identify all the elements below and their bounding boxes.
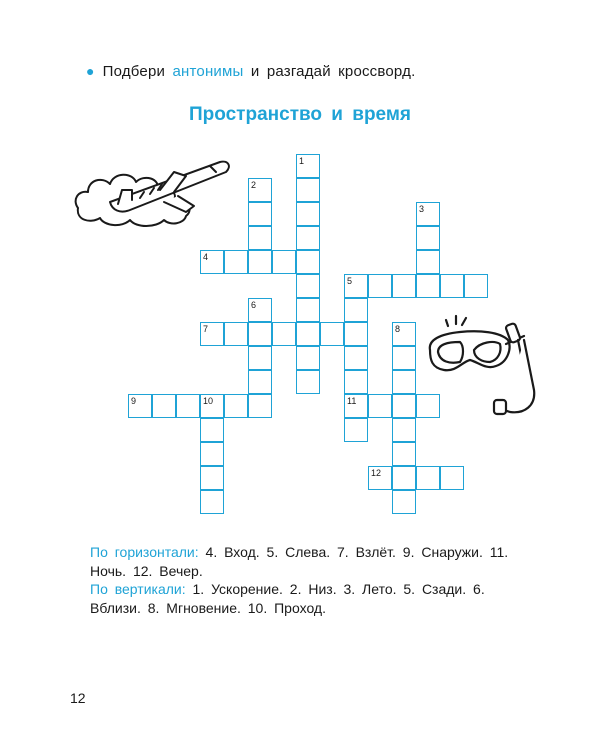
crossword-cell[interactable] <box>272 250 296 274</box>
clue-number: 5 <box>347 276 353 286</box>
crossword-cell[interactable] <box>392 490 416 514</box>
clue-number: 1 <box>299 156 305 166</box>
crossword-cell[interactable] <box>296 346 320 370</box>
crossword-cell[interactable] <box>392 442 416 466</box>
crossword-cell[interactable] <box>440 466 464 490</box>
crossword-cell[interactable] <box>296 178 320 202</box>
clue-number: 3 <box>419 204 425 214</box>
crossword-cell[interactable] <box>224 250 248 274</box>
crossword-cell[interactable] <box>152 394 176 418</box>
crossword-cell[interactable] <box>296 226 320 250</box>
crossword-cell[interactable] <box>344 370 368 394</box>
crossword-cell[interactable] <box>368 394 392 418</box>
instruction-suffix: и разгадай кроссворд. <box>250 63 416 80</box>
crossword-cell[interactable] <box>416 466 440 490</box>
crossword-cell[interactable] <box>368 274 392 298</box>
crossword-cell[interactable] <box>296 202 320 226</box>
across-label: По горизонтали: <box>90 544 199 560</box>
clue-number: 4 <box>203 252 209 262</box>
crossword-cell[interactable] <box>224 394 248 418</box>
crossword-cell[interactable] <box>416 250 440 274</box>
crossword-cell[interactable] <box>344 346 368 370</box>
crossword-cell[interactable] <box>392 346 416 370</box>
crossword-cell[interactable] <box>248 322 272 346</box>
crossword-cell[interactable] <box>464 274 488 298</box>
crossword-cell[interactable] <box>296 250 320 274</box>
down-label: По вертикали: <box>90 581 186 597</box>
crossword-cell[interactable] <box>248 370 272 394</box>
clue-number: 2 <box>251 180 257 190</box>
crossword-cell[interactable] <box>392 370 416 394</box>
crossword-cell[interactable] <box>392 466 416 490</box>
crossword-cell[interactable] <box>200 466 224 490</box>
instruction-prefix: Подбери <box>102 63 166 80</box>
clue-number: 12 <box>371 468 382 478</box>
bullet-icon: ● <box>86 63 95 79</box>
clue-number: 8 <box>395 324 401 334</box>
crossword-cell[interactable] <box>176 394 200 418</box>
crossword-cell[interactable] <box>416 226 440 250</box>
crossword-cell[interactable] <box>416 394 440 418</box>
crossword-cell[interactable] <box>272 322 296 346</box>
crossword-cell[interactable] <box>296 298 320 322</box>
crossword-cell[interactable] <box>440 274 464 298</box>
crossword-cell[interactable] <box>248 226 272 250</box>
across-clues: 4. Вход. 5. Слева. 7. Взлёт. 9. Снаружи. 11. Ночь. 12. Вечер. <box>90 544 509 579</box>
clues-block <box>90 543 540 617</box>
crossword-cell[interactable] <box>248 346 272 370</box>
crossword-cell[interactable] <box>248 202 272 226</box>
clue-number: 11 <box>347 396 357 406</box>
crossword-cell[interactable] <box>392 418 416 442</box>
crossword-cell[interactable] <box>200 442 224 466</box>
crossword-cell[interactable] <box>344 322 368 346</box>
page-number: 12 <box>70 690 86 706</box>
crossword-cell[interactable] <box>344 298 368 322</box>
crossword-cell[interactable] <box>392 274 416 298</box>
instruction-highlight: антонимы <box>172 63 244 80</box>
crossword-cell[interactable] <box>392 394 416 418</box>
crossword-cell[interactable] <box>320 322 344 346</box>
crossword-cell[interactable] <box>296 322 320 346</box>
crossword-cell[interactable] <box>296 370 320 394</box>
clue-number: 6 <box>251 300 257 310</box>
crossword-cell[interactable] <box>200 490 224 514</box>
crossword-cell[interactable] <box>200 418 224 442</box>
clue-number: 9 <box>131 396 137 406</box>
down-clues: 1. Ускорение. 2. Низ. 3. Лето. 5. Сзади. 6. Вблизи. 8. Мгновение. 10. Проход. <box>90 581 485 616</box>
crossword-cell[interactable] <box>224 322 248 346</box>
crossword-cell[interactable] <box>248 394 272 418</box>
crossword-cell[interactable] <box>416 274 440 298</box>
clue-number: 7 <box>203 324 209 334</box>
clue-number: 10 <box>203 396 214 406</box>
crossword-cell[interactable] <box>248 250 272 274</box>
crossword-cell[interactable] <box>344 418 368 442</box>
page-title: Пространство и время <box>188 104 412 125</box>
crossword-cell[interactable] <box>296 274 320 298</box>
